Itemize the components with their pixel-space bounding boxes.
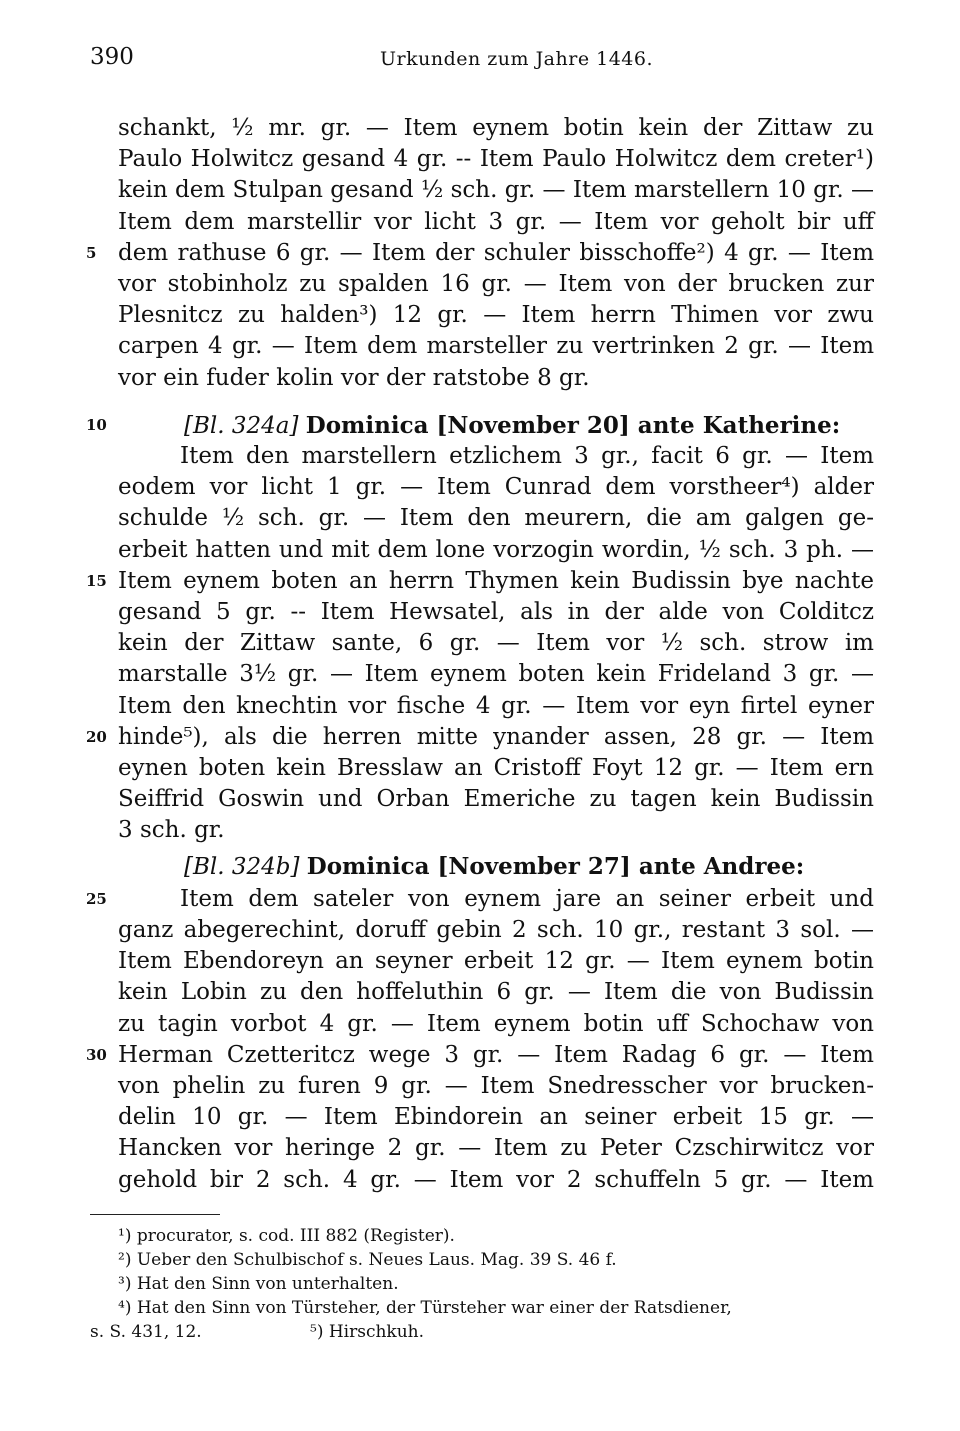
text-line: Item eynem boten an herrn Thymen kein Budissin bye nachte <box>118 567 874 594</box>
text-line: delin 10 gr. — Item Ebindorein an seiner erbeit 15 gr. — <box>118 1104 874 1131</box>
folio-reference: [Bl. 324b] <box>184 853 307 880</box>
text-line: dem rathuse 6 gr. — Item der schuler bisschoffe²) 4 gr. — Item <box>118 239 874 266</box>
line-number: 5 <box>86 243 97 262</box>
text-line: Item Ebendoreyn an seyner erbeit 12 gr. — Item eynem botin <box>118 948 874 975</box>
text-line: schulde ½ sch. gr. — Item den meurern, die am galgen ge- <box>118 505 874 532</box>
text-line: Item den knechtin vor fische 4 gr. — Item vor eyn firtel eyner <box>118 692 874 719</box>
page-header <box>0 44 960 80</box>
section-title: Dominica [November 20] ante Katherine: <box>305 411 841 439</box>
text-line: marstalle 3½ gr. — Item eynem boten kein Frideland 3 gr. — <box>118 661 874 688</box>
text-line: kein dem Stulpan gesand ½ sch. gr. — Item marstellern 10 gr. — <box>118 177 874 204</box>
text-line: Paulo Holwitcz gesand 4 gr. -- Item Paulo Holwitcz dem creter¹) <box>118 146 874 173</box>
text-line: Herman Czetteritcz wege 3 gr. — Item Radag 6 gr. — Item <box>118 1041 874 1068</box>
text-line: erbeit hatten und mit dem lone vorzogin wordin, ½ sch. 3 ph. — <box>118 536 874 563</box>
text-line: 3 sch. gr. <box>118 817 225 844</box>
running-title: Urkunden zum Jahre 1446. <box>380 48 654 70</box>
footnote: ⁵) Hirschkuh. <box>310 1322 425 1342</box>
text-line: gehold bir 2 sch. 4 gr. — Item vor 2 schuffeln 5 gr. — Item <box>118 1166 874 1193</box>
text-line: eynen boten kein Bresslaw an Cristoff Foyt 12 gr. — Item ern <box>118 755 874 781</box>
text-line: Item dem sateler von eynem jare an seiner erbeit und <box>180 885 874 912</box>
footnote: s. S. 431, 12. <box>90 1322 202 1342</box>
footnote: ⁴) Hat den Sinn von Türsteher, der Türsteher war einer der Ratsdiener, <box>118 1298 732 1318</box>
text-line: Item dem marstellir vor licht 3 gr. — Item vor geholt bir uff <box>118 208 874 235</box>
text-line: gesand 5 gr. -- Item Hewsatel, als in der alde von Colditcz <box>118 599 874 625</box>
text-line: ganz abegerechint, doruff gebin 2 sch. 10 gr., restant 3 sol. — <box>118 917 874 943</box>
text-line: Seiffrid Goswin und Orban Emeriche zu tagen kein Budissin <box>118 786 874 813</box>
text-line: Item den marstellern etzlichem 3 gr., facit 6 gr. — Item <box>180 443 874 469</box>
text-line: Plesnitcz zu halden³) 12 gr. — Item herrn Thimen vor zwu <box>118 302 874 329</box>
section-heading <box>184 410 874 442</box>
text-line: eodem vor licht 1 gr. — Item Cunrad dem vorstheer⁴) alder <box>118 474 874 501</box>
text-line: kein Lobin zu den hoffeluthin 6 gr. — Item die von Budissin <box>118 979 874 1006</box>
section-heading <box>184 851 874 883</box>
line-number: 25 <box>86 889 107 908</box>
text-line: kein der Zittaw sante, 6 gr. — Item vor ½ sch. strow im <box>118 630 874 657</box>
page-number: 390 <box>90 44 134 70</box>
footnote: ²) Ueber den Schulbischof s. Neues Laus. Mag. 39 S. 46 f. <box>118 1250 617 1270</box>
text-line: zu tagin vorbot 4 gr. — Item eynem botin uff Schochaw von <box>118 1010 874 1037</box>
line-number: 10 <box>86 415 107 434</box>
folio-reference: [Bl. 324a] <box>184 412 306 439</box>
text-line: carpen 4 gr. — Item dem marsteller zu vertrinken 2 gr. — Item <box>118 333 874 360</box>
footnote-rule <box>90 1214 220 1215</box>
text-line: Hancken vor heringe 2 gr. — Item zu Peter Czschirwitcz vor <box>118 1135 874 1162</box>
footnote: ¹) procurator, s. cod. III 882 (Register). <box>118 1226 455 1246</box>
line-number: 20 <box>86 727 107 746</box>
text-line: schankt, ½ mr. gr. — Item eynem botin kein der Zittaw zu <box>118 115 874 141</box>
line-number: 30 <box>86 1045 107 1064</box>
section-title: Dominica [November 27] ante Andree: <box>306 852 805 880</box>
text-line: von phelin zu furen 9 gr. — Item Snedresscher vor brucken- <box>118 1073 874 1099</box>
text-line: vor stobinholz zu spalden 16 gr. — Item von der brucken zur <box>118 271 874 297</box>
text-line: hinde⁵), als die herren mitte ynander assen, 28 gr. — Item <box>118 723 874 750</box>
footnote: ³) Hat den Sinn von unterhalten. <box>118 1274 399 1294</box>
text-line: vor ein fuder kolin vor der ratstobe 8 gr. <box>118 364 590 391</box>
line-number: 15 <box>86 571 107 590</box>
